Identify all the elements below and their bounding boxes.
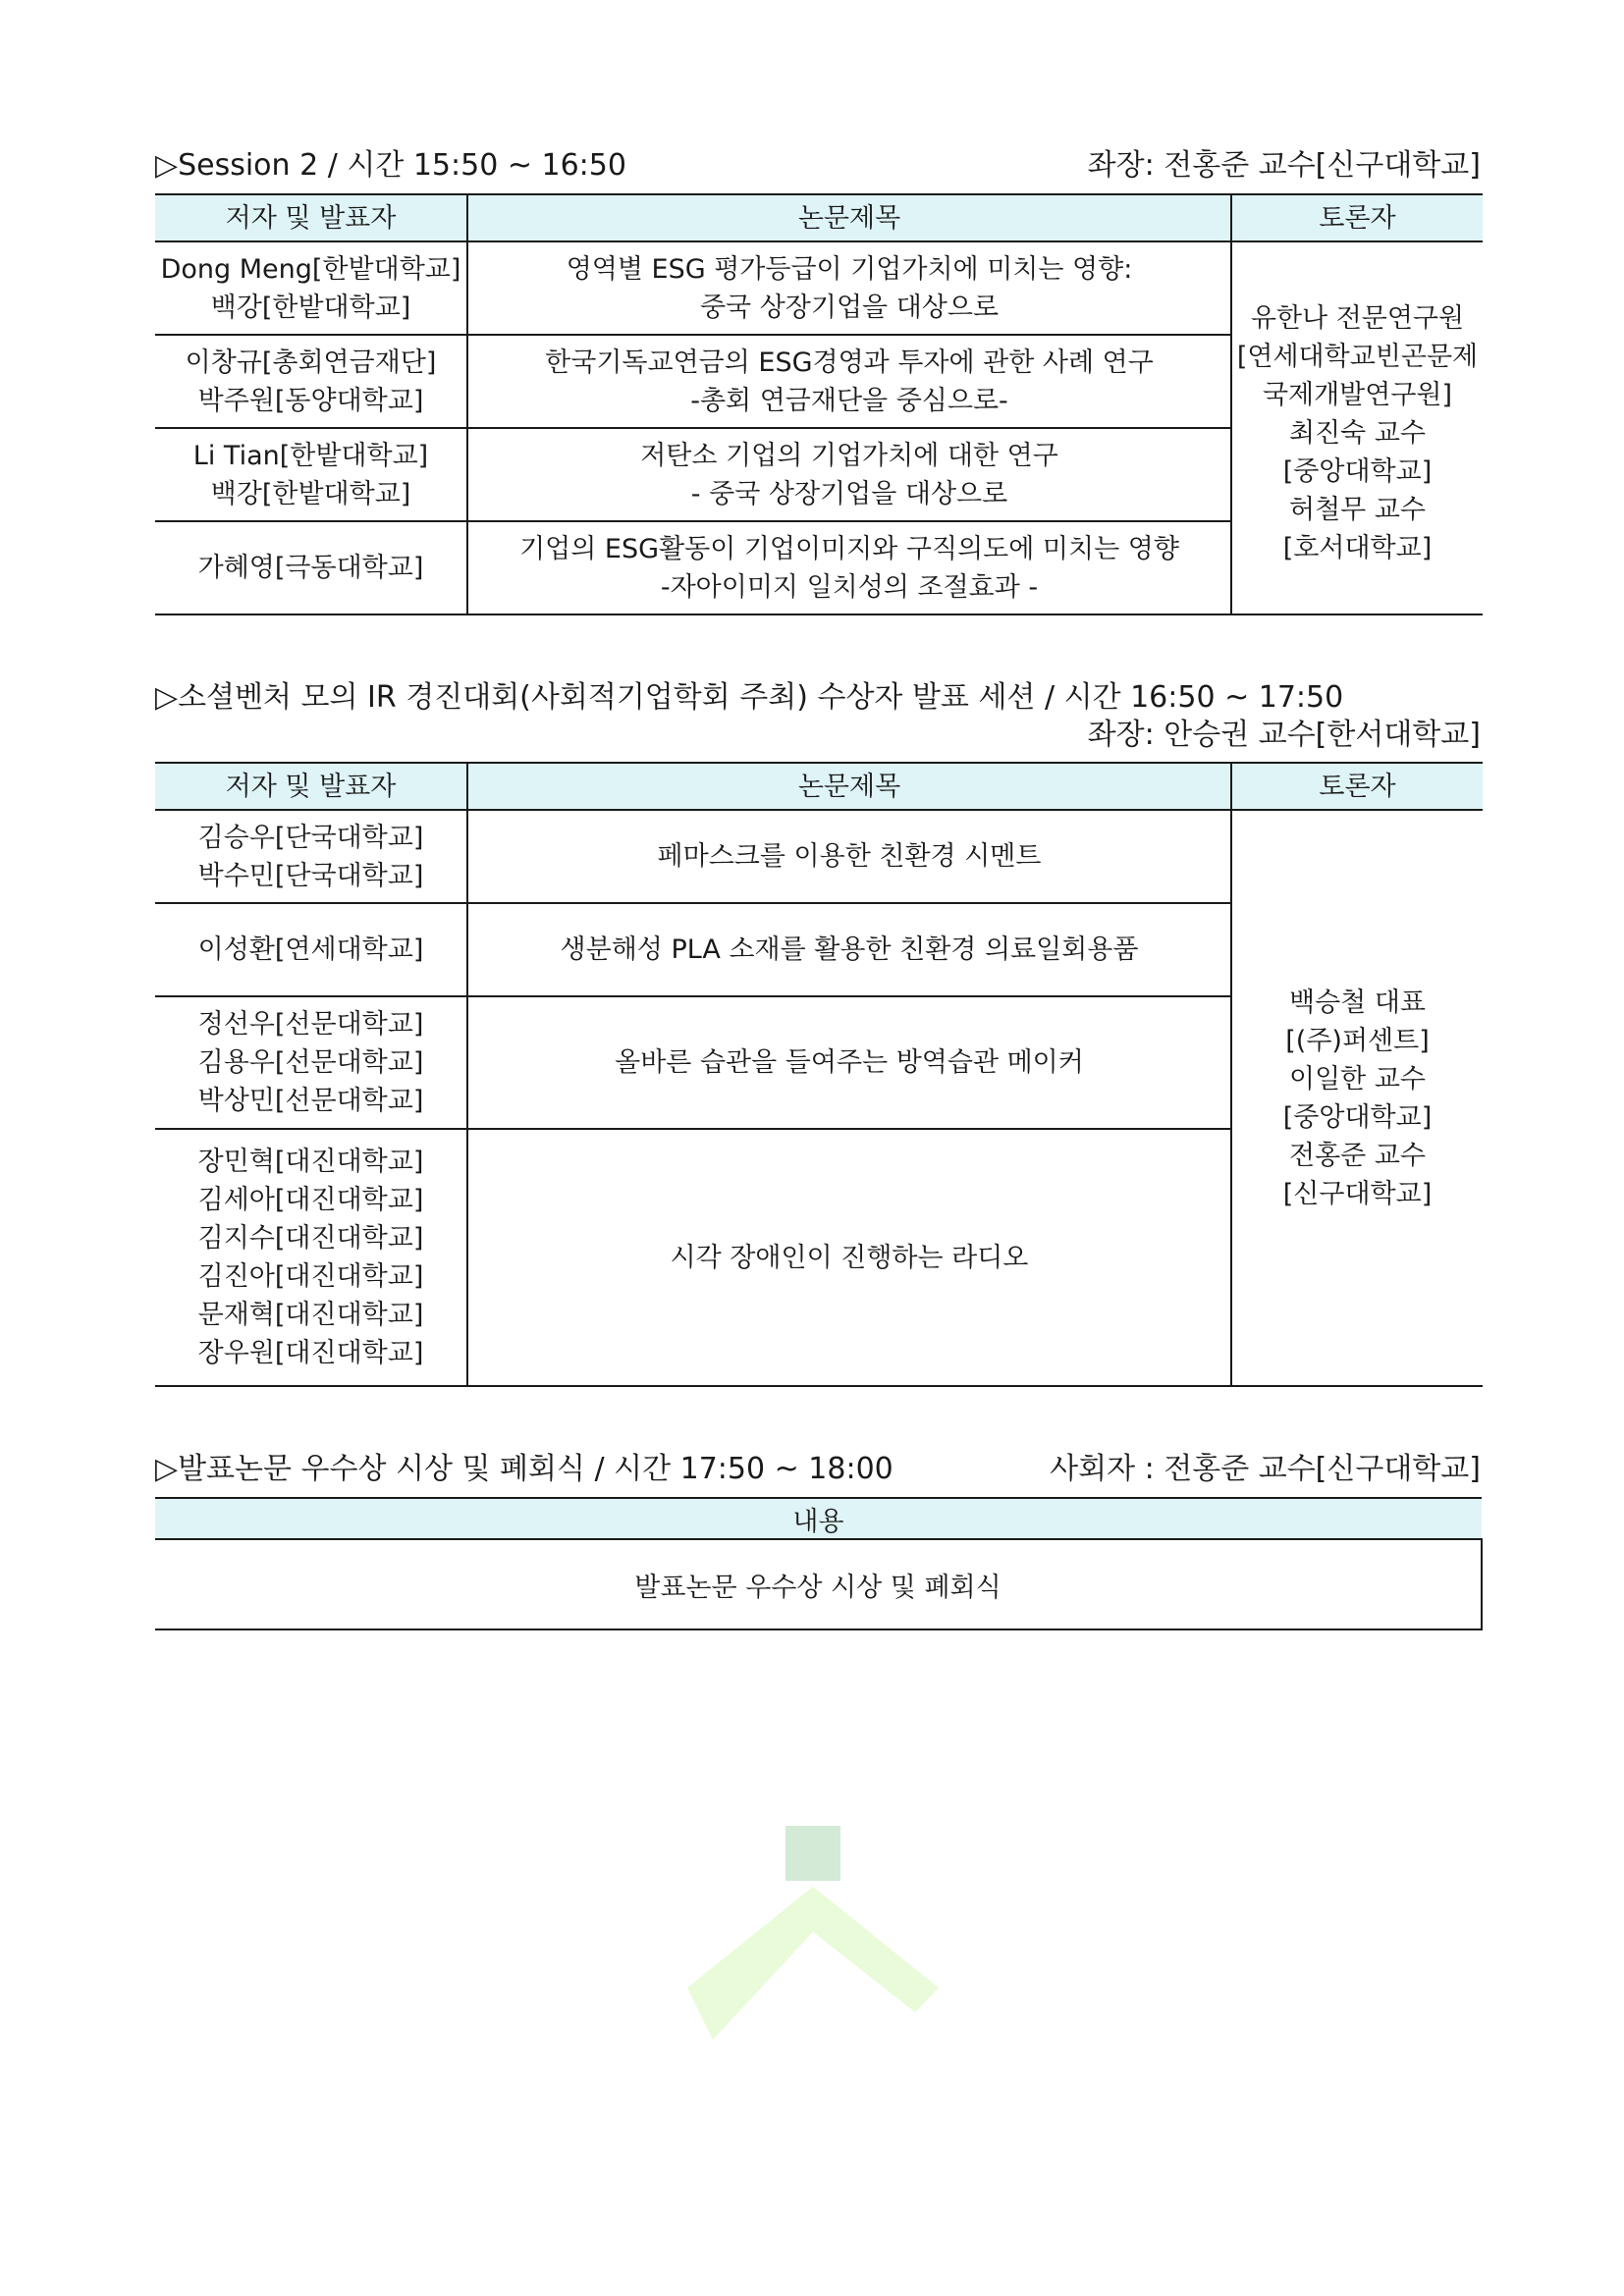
paper-title-line: 한국기독교연금의 ESG경영과 투자에 관한 사례 연구 [545,347,1154,378]
paper-title-cell [467,903,1231,996]
paper-title-line: - 중국 상장기업을 대상으로 [690,478,1008,509]
paper-title-line: 페마스크를 이용한 친환경 시멘트 [657,841,1042,872]
col-header-title: 논문제목 [467,763,1231,810]
discussant-cell [1231,810,1483,1386]
author-name: 이창규[총회연금재단] [185,347,437,378]
paper-title-cell [467,428,1231,521]
discussant-line: 유한나 전문연구원 [1250,302,1465,334]
col-header-discussant: 토론자 [1231,194,1483,241]
ir-session-title: ▷소셜벤처 모의 IR 경진대회(사회적기업학회 주최) 수상자 발표 세션 / 시간 16:50 ~ 17:50 [155,680,1344,715]
author-name: 김진아[대진대학교] [197,1261,424,1292]
paper-title-cell [467,521,1231,614]
discussant-line: 이일한 교수 [1289,1063,1426,1095]
paper-title-line: 올바른 습관을 들여주는 방역습관 메이커 [615,1047,1084,1078]
paper-title-line: 저탄소 기업의 기업가치에 대한 연구 [640,440,1058,471]
author-name: 정선우[선문대학교] [197,1009,424,1040]
col-header-content: 내용 [155,1498,1482,1539]
closing-heading [155,1451,1481,1488]
author-name: 박주원[동양대학교] [197,385,424,416]
discussant-cell [1231,241,1483,614]
paper-title-cell [467,996,1231,1129]
authors-cell [155,241,467,335]
session2-table [155,193,1483,615]
discussant-line: 최진숙 교수 [1289,417,1426,449]
author-name: Li Tian[한밭대학교] [192,440,429,471]
author-name: 가혜영[극동대학교] [197,553,424,583]
closing-content-cell: 발표논문 우수상 시상 및 폐회식 [155,1539,1482,1629]
discussant-line: [호서대학교] [1282,532,1433,563]
author-name: 장민혁[대진대학교] [197,1147,424,1177]
paper-title-cell [467,335,1231,428]
paper-title-line: -자아이미지 일치성의 조절효과 - [660,571,1039,603]
discussant-line: [신구대학교] [1282,1178,1433,1209]
paper-title-cell [467,241,1231,335]
logo-watermark [687,1826,943,2052]
authors-cell [155,1129,467,1386]
table-header-row [155,194,1483,241]
closing-host: 사회자 : 전홍준 교수[신구대학교] [1050,1452,1481,1486]
author-name: 박상민[선문대학교] [197,1086,424,1116]
session2-chair: 좌장: 전홍준 교수[신구대학교] [1087,148,1481,183]
paper-title-line: 시각 장애인이 진행하는 라디오 [670,1242,1029,1273]
table-row [155,241,1483,335]
discussant-line: [중앙대학교] [1282,1101,1433,1133]
authors-cell [155,996,467,1129]
discussant-line: 백승철 대표 [1289,987,1426,1018]
author-name: 장우원[대진대학교] [197,1338,424,1368]
paper-title-line: -총회 연금재단을 중심으로- [690,385,1008,416]
authors-cell [155,903,467,996]
closing-table [155,1497,1483,1630]
author-name: 문재혁[대진대학교] [197,1300,424,1330]
discussant-line: [연세대학교빈곤문제 [1236,341,1479,372]
paper-title-cell [467,810,1231,903]
paper-title-line: 생분해성 PLA 소재를 활용한 친환경 의료일회용품 [560,934,1139,965]
paper-title-line: 중국 상장기업을 대상으로 [699,292,1000,323]
discussant-line: 허철무 교수 [1289,494,1426,525]
author-name: 박수민[단국대학교] [197,860,424,891]
authors-cell [155,810,467,903]
ir-session-chair: 좌장: 안승권 교수[한서대학교] [1087,718,1481,752]
ir-session-heading [155,679,1481,758]
authors-cell [155,335,467,428]
table-header-row [155,763,1483,810]
table-header-row [155,1498,1482,1539]
discussant-line: 전홍준 교수 [1289,1140,1426,1171]
discussant-line: 국제개발연구원] [1262,379,1453,410]
session2-title: ▷Session 2 / 시간 15:50 ~ 16:50 [155,148,626,183]
col-header-title: 논문제목 [467,194,1231,241]
authors-cell [155,428,467,521]
col-header-discussant: 토론자 [1231,763,1483,810]
author-name: 김승우[단국대학교] [197,822,424,853]
paper-title-cell [467,1129,1231,1386]
paper-title-line: 영역별 ESG 평가등급이 기업가치에 미치는 영향: [566,253,1133,285]
author-name: 김용우[선문대학교] [197,1047,424,1078]
authors-cell [155,521,467,614]
closing-title: ▷발표논문 우수상 시상 및 폐회식 / 시간 17:50 ~ 18:00 [155,1452,893,1486]
col-header-authors: 저자 및 발표자 [155,194,467,241]
discussant-line: [(주)퍼센트] [1285,1025,1430,1056]
logo-chevron [687,1887,939,2040]
col-header-authors: 저자 및 발표자 [155,763,467,810]
paper-title-line: 기업의 ESG활동이 기업이미지와 구직의도에 미치는 영향 [519,533,1179,564]
author-name: 백강[한밭대학교] [210,478,411,509]
discussant-line: [중앙대학교] [1282,455,1433,487]
author-name: 김지수[대진대학교] [197,1223,424,1254]
author-name: Dong Meng[한밭대학교] [160,253,461,285]
ir-session-table [155,762,1483,1387]
logo-square [785,1826,840,1881]
table-row [155,810,1483,903]
author-name: 이성환[연세대학교] [197,934,424,965]
author-name: 백강[한밭대학교] [210,292,411,323]
table-row [155,1539,1482,1629]
author-name: 김세아[대진대학교] [197,1185,424,1215]
session2-heading [155,147,1481,185]
